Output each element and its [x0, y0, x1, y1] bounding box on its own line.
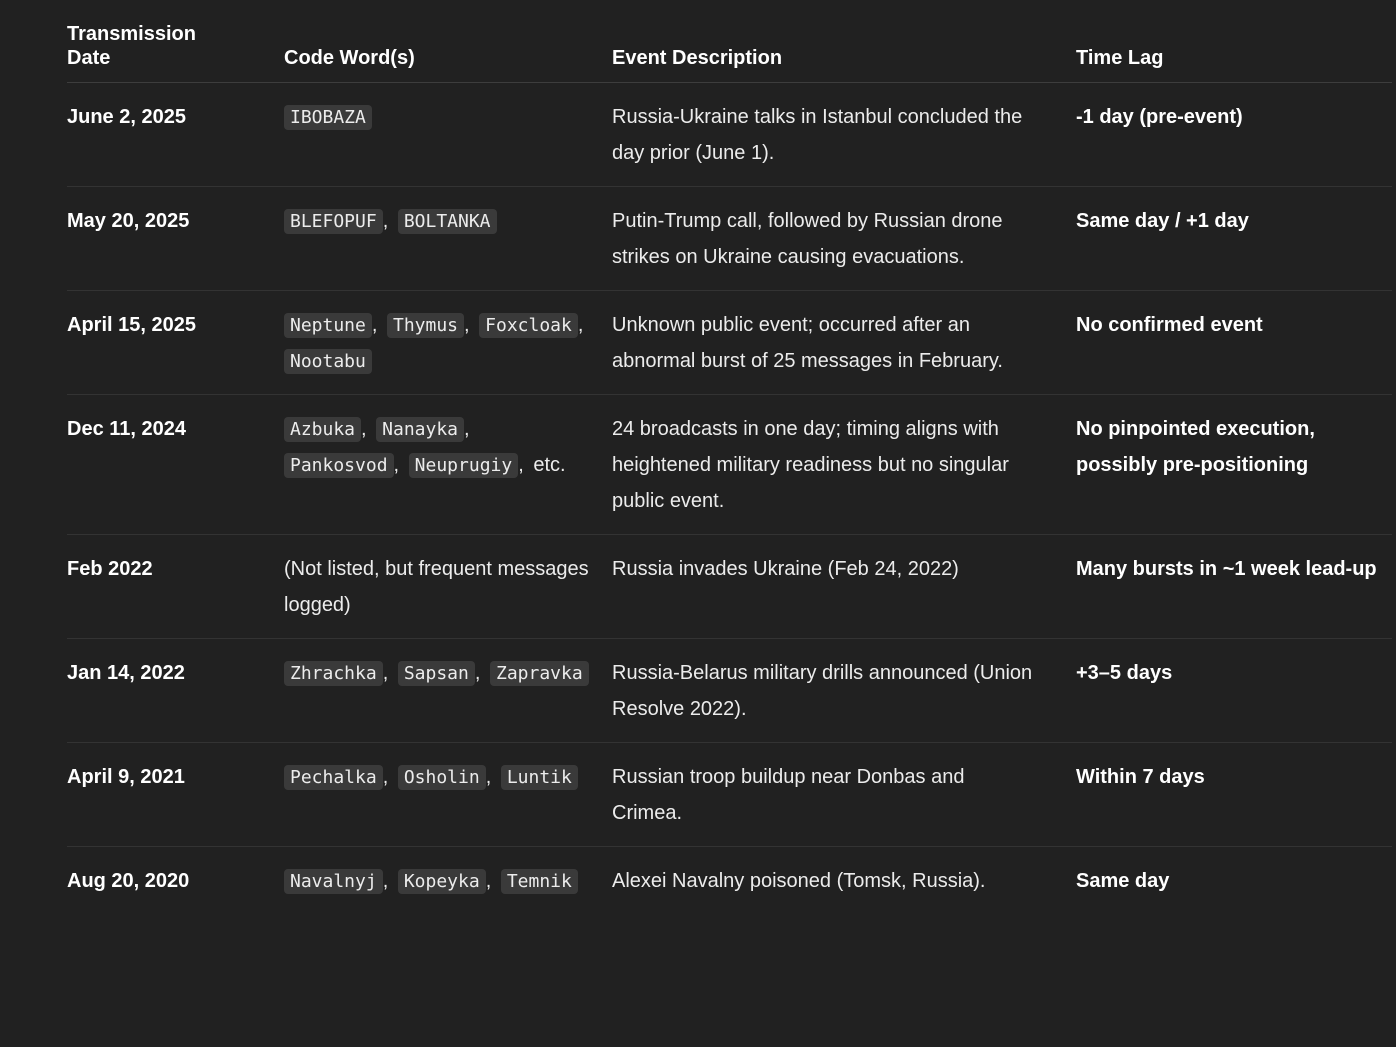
- code-word-badge: Kopeyka: [398, 869, 486, 894]
- event-description-cell: Russia invades Ukraine (Feb 24, 2022): [612, 535, 1076, 639]
- code-words-cell: [284, 291, 612, 395]
- code-separator: ,: [382, 210, 389, 232]
- transmission-date-cell: Dec 11, 2024: [67, 395, 284, 535]
- table-body: [67, 83, 1392, 915]
- code-separator: ,: [464, 314, 470, 336]
- header-time-lag: Time Lag: [1076, 0, 1392, 83]
- table-row: [67, 847, 1392, 915]
- time-lag-cell: -1 day (pre-event): [1076, 83, 1392, 187]
- code-word-badge: Zhrachka: [284, 661, 383, 686]
- code-separator: ,: [485, 870, 492, 892]
- transmission-table-container: [67, 0, 1392, 914]
- code-words-cell: [284, 187, 612, 291]
- code-separator: ,: [577, 314, 584, 336]
- transmission-date-cell: Aug 20, 2020: [67, 870, 190, 892]
- event-description-cell: Unknown public event; occurred after an abnormal burst of 25 messages in February.: [612, 291, 1076, 395]
- code-separator: ,: [382, 766, 389, 788]
- code-words-cell: [284, 83, 612, 187]
- code-word-badge: Osholin: [398, 765, 486, 790]
- code-words-cell: [284, 743, 612, 847]
- code-word-badge: Foxcloak: [479, 313, 578, 338]
- event-description-cell: Putin-Trump call, followed by Russian drone strikes on Ukraine causing evacuations.: [612, 187, 1076, 291]
- code-word-badge: Neuprugiy: [409, 453, 519, 478]
- code-separator: ,: [393, 454, 400, 476]
- code-separator: ,: [485, 766, 492, 788]
- time-lag-cell: No pinpointed execution, possibly pre-positioning: [1076, 395, 1392, 535]
- code-separator: ,: [382, 870, 389, 892]
- table-row: [67, 395, 1392, 535]
- code-word-badge: Thymus: [387, 313, 464, 338]
- code-word-badge: Neptune: [284, 313, 372, 338]
- table-row: [67, 535, 1392, 639]
- header-row: [67, 0, 1392, 83]
- table-row: [67, 743, 1392, 847]
- code-separator: ,: [464, 418, 470, 440]
- code-word-badge: Nootabu: [284, 349, 372, 374]
- time-lag-cell: Within 7 days: [1076, 743, 1392, 847]
- time-lag-cell: No confirmed event: [1076, 291, 1392, 395]
- code-word-badge: BLEFOPUF: [284, 209, 383, 234]
- transmission-date-cell: Feb 2022: [67, 535, 284, 639]
- code-words-cell: [284, 847, 612, 915]
- time-lag-cell: Same day: [1076, 870, 1170, 892]
- event-description-cell: Alexei Navalny poisoned (Tomsk, Russia).: [612, 870, 986, 892]
- code-word-badge: Azbuka: [284, 417, 361, 442]
- transmission-date-cell: Jan 14, 2022: [67, 639, 284, 743]
- code-words-note: (Not listed, but frequent messages logged): [284, 558, 589, 616]
- code-words-note: etc.: [533, 454, 566, 476]
- code-separator: ,: [382, 662, 389, 684]
- transmission-date-cell: April 15, 2025: [67, 291, 284, 395]
- code-word-badge: Nanayka: [376, 417, 464, 442]
- code-separator: ,: [474, 662, 481, 684]
- code-word-badge: Luntik: [501, 765, 578, 790]
- transmission-date-cell: June 2, 2025: [67, 83, 284, 187]
- code-word-badge: IBOBAZA: [284, 105, 372, 130]
- header-event-description: Event Description: [612, 0, 1076, 83]
- event-description-cell: Russia-Ukraine talks in Istanbul concluded the day prior (June 1).: [612, 83, 1076, 187]
- code-separator: ,: [518, 454, 524, 476]
- event-description-cell: Russian troop buildup near Donbas and Crimea.: [612, 743, 1076, 847]
- code-words-cell: [284, 395, 612, 535]
- code-separator: ,: [361, 418, 367, 440]
- code-word-badge: Zapravka: [490, 661, 589, 686]
- code-word-badge: Navalnyj: [284, 869, 383, 894]
- table-row: [67, 291, 1392, 395]
- event-description-cell: 24 broadcasts in one day; timing aligns with heightened military readiness but no singular public event.: [612, 395, 1076, 535]
- time-lag-cell: Same day / +1 day: [1076, 187, 1392, 291]
- code-word-badge: BOLTANKA: [398, 209, 497, 234]
- header-code-words: Code Word(s): [284, 0, 612, 83]
- code-word-badge: Temnik: [501, 869, 578, 894]
- table-row: [67, 639, 1392, 743]
- transmission-date-cell: May 20, 2025: [67, 187, 284, 291]
- time-lag-cell: +3–5 days: [1076, 639, 1392, 743]
- code-word-badge: Sapsan: [398, 661, 475, 686]
- table-row: [67, 83, 1392, 187]
- code-separator: ,: [371, 314, 378, 336]
- table-header: [67, 0, 1392, 83]
- time-lag-cell: Many bursts in ~1 week lead-up: [1076, 535, 1392, 639]
- code-words-cell: [284, 639, 612, 743]
- transmission-date-cell: April 9, 2021: [67, 743, 284, 847]
- transmission-table: [67, 0, 1392, 914]
- code-words-cell: [284, 535, 612, 639]
- table-row: [67, 187, 1392, 291]
- header-transmission-date: Transmission Date: [67, 0, 284, 83]
- code-word-badge: Pechalka: [284, 765, 383, 790]
- code-word-badge: Pankosvod: [284, 453, 394, 478]
- event-description-cell: Russia-Belarus military drills announced (Union Resolve 2022).: [612, 639, 1076, 743]
